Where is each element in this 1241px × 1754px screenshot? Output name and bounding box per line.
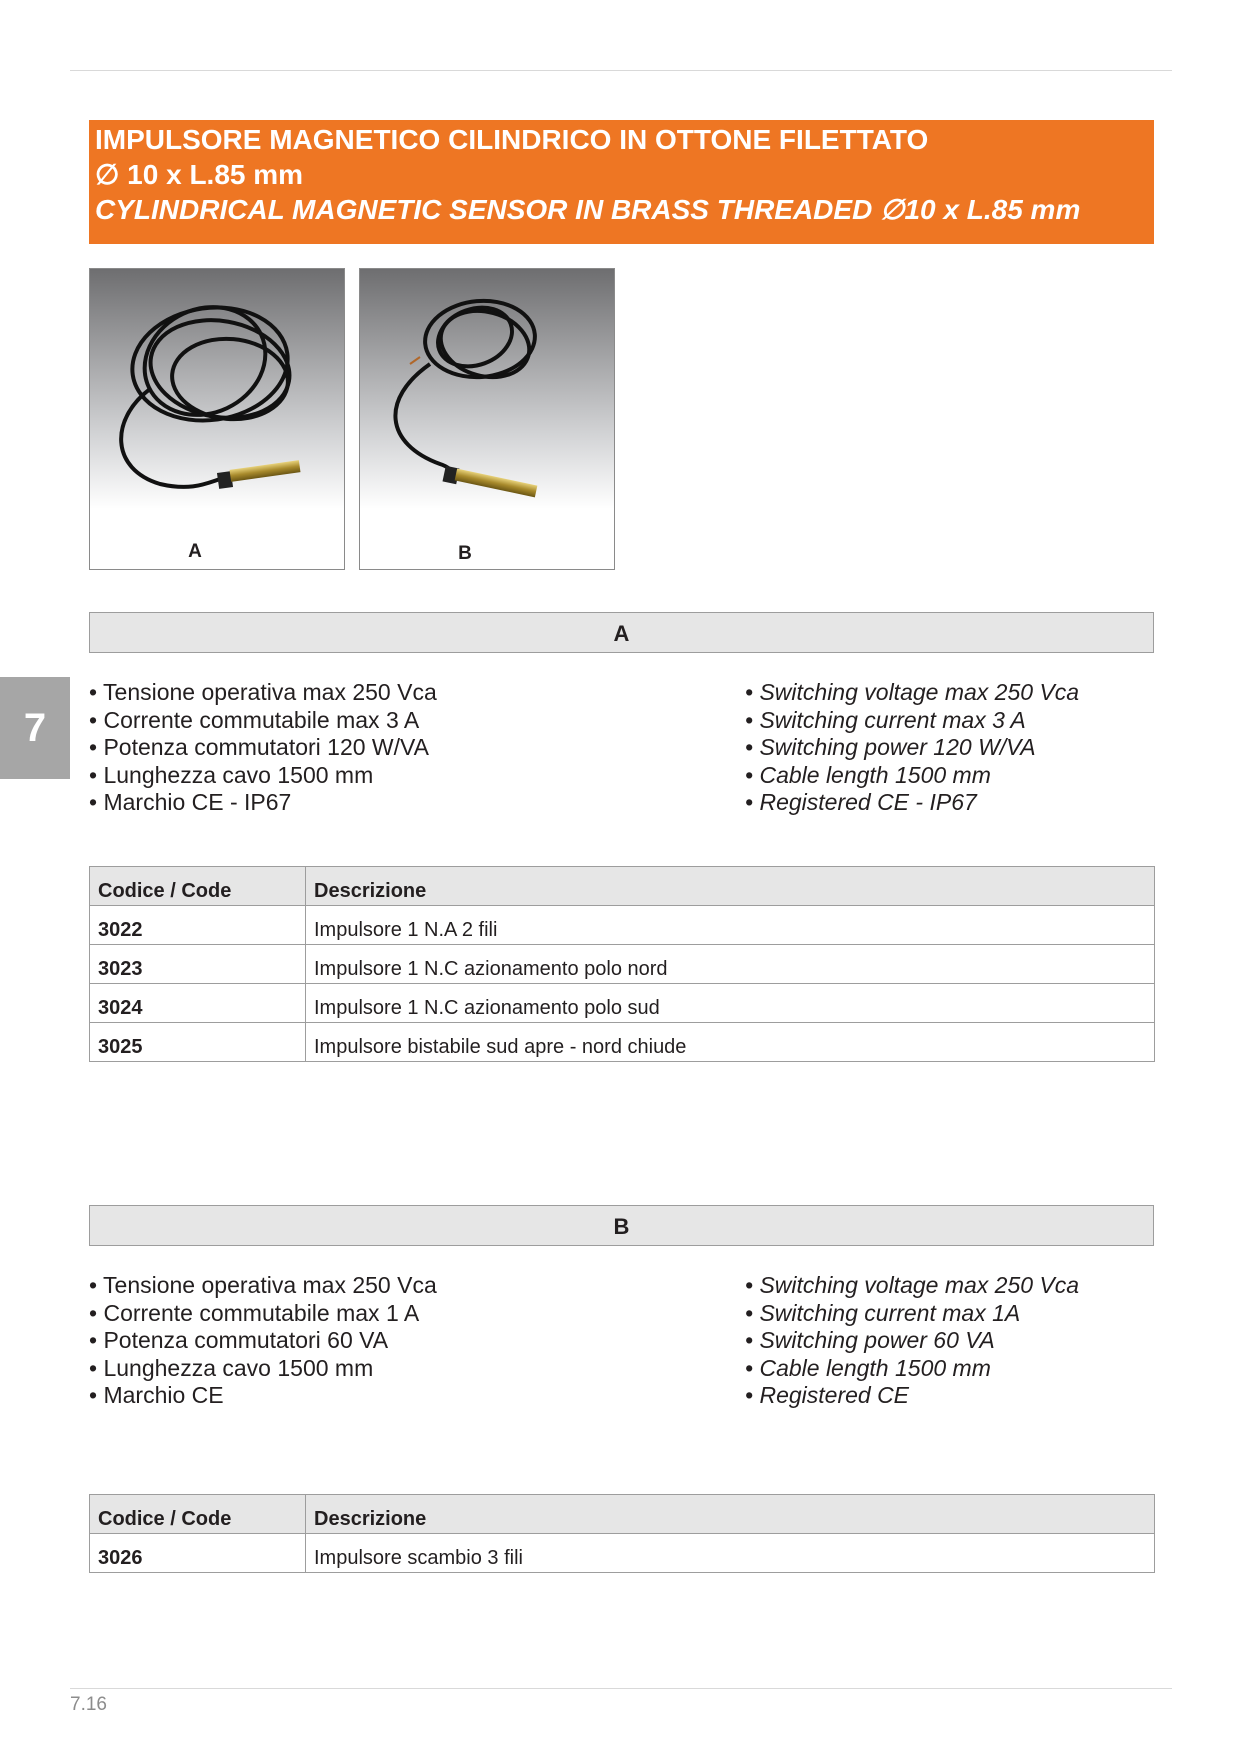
section-a-specs-it xyxy=(89,679,437,817)
table-row xyxy=(90,906,1155,945)
spec-item: • Registered CE xyxy=(745,1382,1079,1410)
spec-item: • Switching power 60 VA xyxy=(745,1327,1079,1355)
spec-item: • Switching voltage max 250 Vca xyxy=(745,679,1079,707)
spec-item: • Switching voltage max 250 Vca xyxy=(745,1272,1079,1300)
spec-item: • Registered CE - IP67 xyxy=(745,789,1079,817)
product-description: Impulsore 1 N.A 2 fili xyxy=(306,906,1155,945)
spec-item: • Cable length 1500 mm xyxy=(745,1355,1079,1383)
spec-item: • Switching current max 1A xyxy=(745,1300,1079,1328)
section-b-specs-en xyxy=(745,1272,1079,1410)
sensor-b-image xyxy=(360,269,614,569)
table-row xyxy=(90,1023,1155,1062)
spec-item: • Corrente commutabile max 1 A xyxy=(89,1300,437,1328)
product-code: 3023 xyxy=(90,945,306,984)
column-header-description: Descrizione xyxy=(306,1495,1155,1534)
spec-item: • Switching current max 3 A xyxy=(745,707,1079,735)
table-row xyxy=(90,945,1155,984)
title-dimensions: ∅ 10 x L.85 mm xyxy=(95,159,304,190)
column-header-code: Codice / Code xyxy=(90,867,306,906)
product-code: 3024 xyxy=(90,984,306,1023)
spec-item: • Tensione operativa max 250 Vca xyxy=(89,679,437,707)
title-en: CYLINDRICAL MAGNETIC SENSOR IN BRASS THREADED ∅10 x L.85 mm xyxy=(95,194,1081,225)
table-header-row xyxy=(90,867,1155,906)
section-b-code-table xyxy=(89,1494,1155,1573)
spec-item: • Switching power 120 W/VA xyxy=(745,734,1079,762)
product-description: Impulsore scambio 3 fili xyxy=(306,1534,1155,1573)
table-row xyxy=(90,1534,1155,1573)
title-banner xyxy=(89,120,1154,244)
spec-item: • Marchio CE - IP67 xyxy=(89,789,437,817)
page-number: 7.16 xyxy=(70,1694,107,1715)
spec-item: • Lunghezza cavo 1500 mm xyxy=(89,762,437,790)
product-code: 3026 xyxy=(90,1534,306,1573)
sensor-a-image xyxy=(90,269,344,569)
product-code: 3025 xyxy=(90,1023,306,1062)
bottom-rule xyxy=(70,1688,1172,1689)
section-b-heading: B xyxy=(89,1205,1154,1246)
product-description: Impulsore 1 N.C azionamento polo nord xyxy=(306,945,1155,984)
spec-item: • Potenza commutatori 120 W/VA xyxy=(89,734,437,762)
chapter-tab: 7 xyxy=(0,677,70,779)
product-description: Impulsore bistabile sud apre - nord chiude xyxy=(306,1023,1155,1062)
column-header-description: Descrizione xyxy=(306,867,1155,906)
section-a-specs-en xyxy=(745,679,1079,817)
title-it: IMPULSORE MAGNETICO CILINDRICO IN OTTONE FILETTATO xyxy=(95,124,929,155)
spec-item: • Tensione operativa max 250 Vca xyxy=(89,1272,437,1300)
section-a-heading: A xyxy=(89,612,1154,653)
spec-item: • Marchio CE xyxy=(89,1382,437,1410)
product-photo-a xyxy=(89,268,345,570)
table-row xyxy=(90,984,1155,1023)
product-photo-b xyxy=(359,268,615,570)
table-header-row xyxy=(90,1495,1155,1534)
photo-label-b: B xyxy=(458,543,472,564)
product-code: 3022 xyxy=(90,906,306,945)
spec-item: • Cable length 1500 mm xyxy=(745,762,1079,790)
product-description: Impulsore 1 N.C azionamento polo sud xyxy=(306,984,1155,1023)
top-rule xyxy=(70,70,1172,71)
spec-item: • Potenza commutatori 60 VA xyxy=(89,1327,437,1355)
spec-item: • Lunghezza cavo 1500 mm xyxy=(89,1355,437,1383)
section-a-code-table xyxy=(89,866,1155,1062)
photo-label-a: A xyxy=(188,541,202,562)
section-b-specs-it xyxy=(89,1272,437,1410)
spec-item: • Corrente commutabile max 3 A xyxy=(89,707,437,735)
column-header-code: Codice / Code xyxy=(90,1495,306,1534)
